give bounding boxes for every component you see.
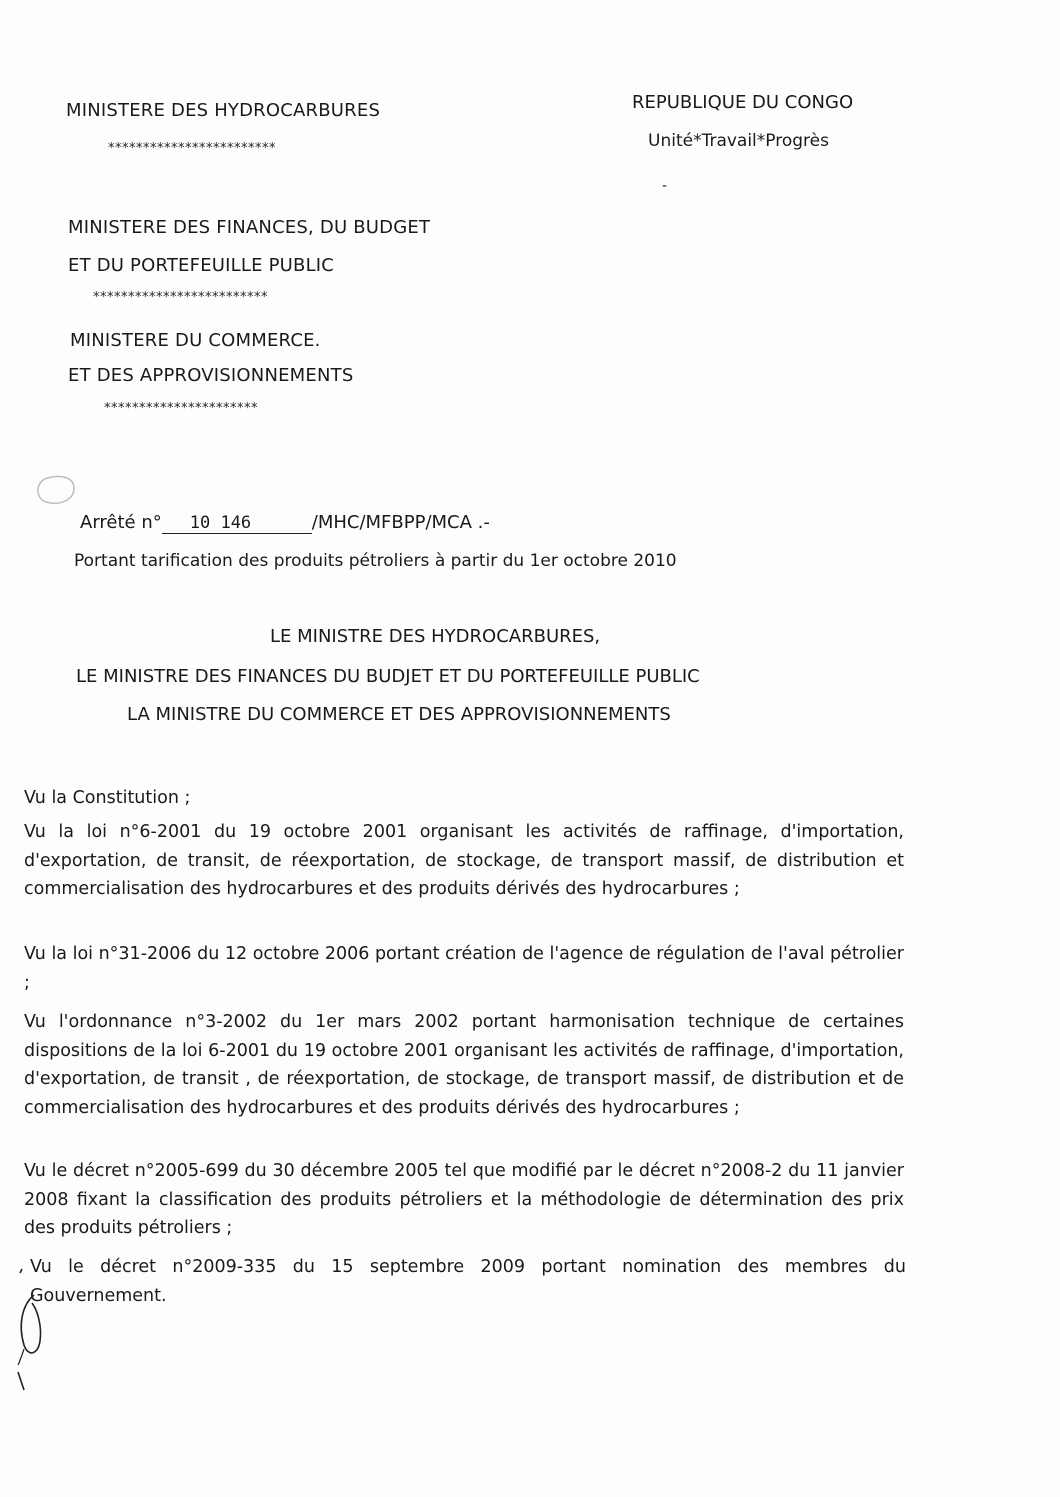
- visa-paragraph: Vu le décret n°2005-699 du 30 décembre 2005 tel que modifié par le décret n°2008-2 du 11 janvier 2008 fixant la classification des produits pétroliers et la méthodologie de détermination des prix des produits pétroliers ;: [24, 1161, 904, 1238]
- minister-line-3: LA MINISTRE DU COMMERCE ET DES APPROVISIONNEMENTS: [127, 704, 671, 725]
- arrete-number: 10 146: [162, 513, 312, 534]
- republic-motto: Unité*Travail*Progrès: [648, 131, 829, 151]
- visa-paragraph: Vu le décret n°2009-335 du 15 septembre 2009 portant nomination des membres du Gouvernement.: [30, 1257, 906, 1306]
- separator-stars: **********************: [104, 401, 258, 416]
- republic-mark: -: [662, 178, 668, 194]
- minister-line-1: LE MINISTRE DES HYDROCARBURES,: [270, 626, 601, 647]
- minister-line-2: LE MINISTRE DES FINANCES DU BUDJET ET DU PORTEFEUILLE PUBLIC: [76, 666, 700, 687]
- visa-paragraph: Vu la Constitution ;: [24, 788, 191, 808]
- visa-paragraph: Vu l'ordonnance n°3-2002 du 1er mars 2002 portant harmonisation technique de certaines dispositions de la loi 6-2001 du 19 octobre 2001 organisant les activités de raffinage, d'importation, d'exportation, de transit , de réexportation, de stockage, de transport massif, de distribution et de commercialisation des hydrocarbures et des produits dérivés des hydrocarbures ;: [24, 1012, 904, 1118]
- ministry-finances-line2: ET DU PORTEFEUILLE PUBLIC: [68, 255, 335, 276]
- punch-hole-icon: [30, 470, 80, 510]
- arrete-suffix: /MHC/MFBPP/MCA .-: [311, 512, 490, 533]
- separator-stars: ************************: [108, 141, 276, 156]
- margin-tick-icon: [12, 1368, 32, 1398]
- ministry-commerce-line1: MINISTERE DU COMMERCE.: [70, 330, 321, 351]
- visa-paragraph: Vu la loi n°6-2001 du 19 octobre 2001 organisant les activités de raffinage, d'importation, d'exportation, de transit, de réexportation, de stockage, de transport massif, de distribution et commercialisation des hydrocarbures et des produits dérivés des hydrocarbures ;: [24, 822, 904, 899]
- ministry-hydrocarbures: MINISTERE DES HYDROCARBURES: [66, 100, 381, 121]
- ministry-finances-line1: MINISTERE DES FINANCES, DU BUDGET: [68, 217, 431, 238]
- visa-paragraph: Vu la loi n°31-2006 du 12 octobre 2006 portant création de l'agence de régulation de l'aval pétrolier ;: [24, 944, 904, 993]
- arrete-subject: Portant tarification des produits pétroliers à partir du 1er octobre 2010: [74, 551, 677, 571]
- arrete-reference: [80, 512, 490, 534]
- ministry-commerce-line2: ET DES APPROVISIONNEMENTS: [68, 365, 354, 386]
- republic-title: REPUBLIQUE DU CONGO: [632, 92, 854, 113]
- separator-stars: *************************: [93, 290, 268, 305]
- arrete-prefix: Arrêté n°: [80, 512, 162, 533]
